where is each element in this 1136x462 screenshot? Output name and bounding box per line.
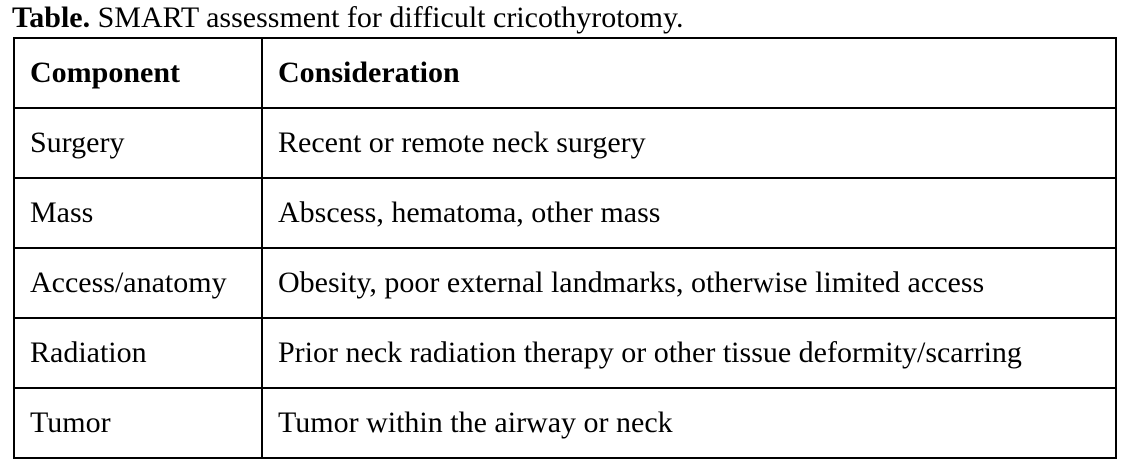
table-row — [14, 388, 1116, 458]
smart-table — [13, 37, 1117, 459]
table-row — [14, 178, 1116, 248]
cell-consideration: Recent or remote neck surgery — [262, 108, 1116, 178]
column-header-component: Component — [14, 38, 262, 108]
cell-component: Mass — [14, 178, 262, 248]
table-row — [14, 318, 1116, 388]
column-header-consideration: Consideration — [262, 38, 1116, 108]
caption-lead: Table. — [12, 1, 91, 34]
cell-consideration: Abscess, hematoma, other mass — [262, 178, 1116, 248]
cell-component: Radiation — [14, 318, 262, 388]
cell-consideration: Prior neck radiation therapy or other tissue deformity/scarring — [262, 318, 1116, 388]
cell-consideration: Tumor within the airway or neck — [262, 388, 1116, 458]
header-row — [14, 38, 1116, 108]
table-row — [14, 108, 1116, 178]
cell-component: Surgery — [14, 108, 262, 178]
caption-text: SMART assessment for difficult cricothyrotomy. — [90, 1, 684, 34]
table-row — [14, 248, 1116, 318]
cell-component: Tumor — [14, 388, 262, 458]
cell-consideration: Obesity, poor external landmarks, otherwise limited access — [262, 248, 1116, 318]
cell-component: Access/anatomy — [14, 248, 262, 318]
table-caption — [12, 0, 684, 36]
